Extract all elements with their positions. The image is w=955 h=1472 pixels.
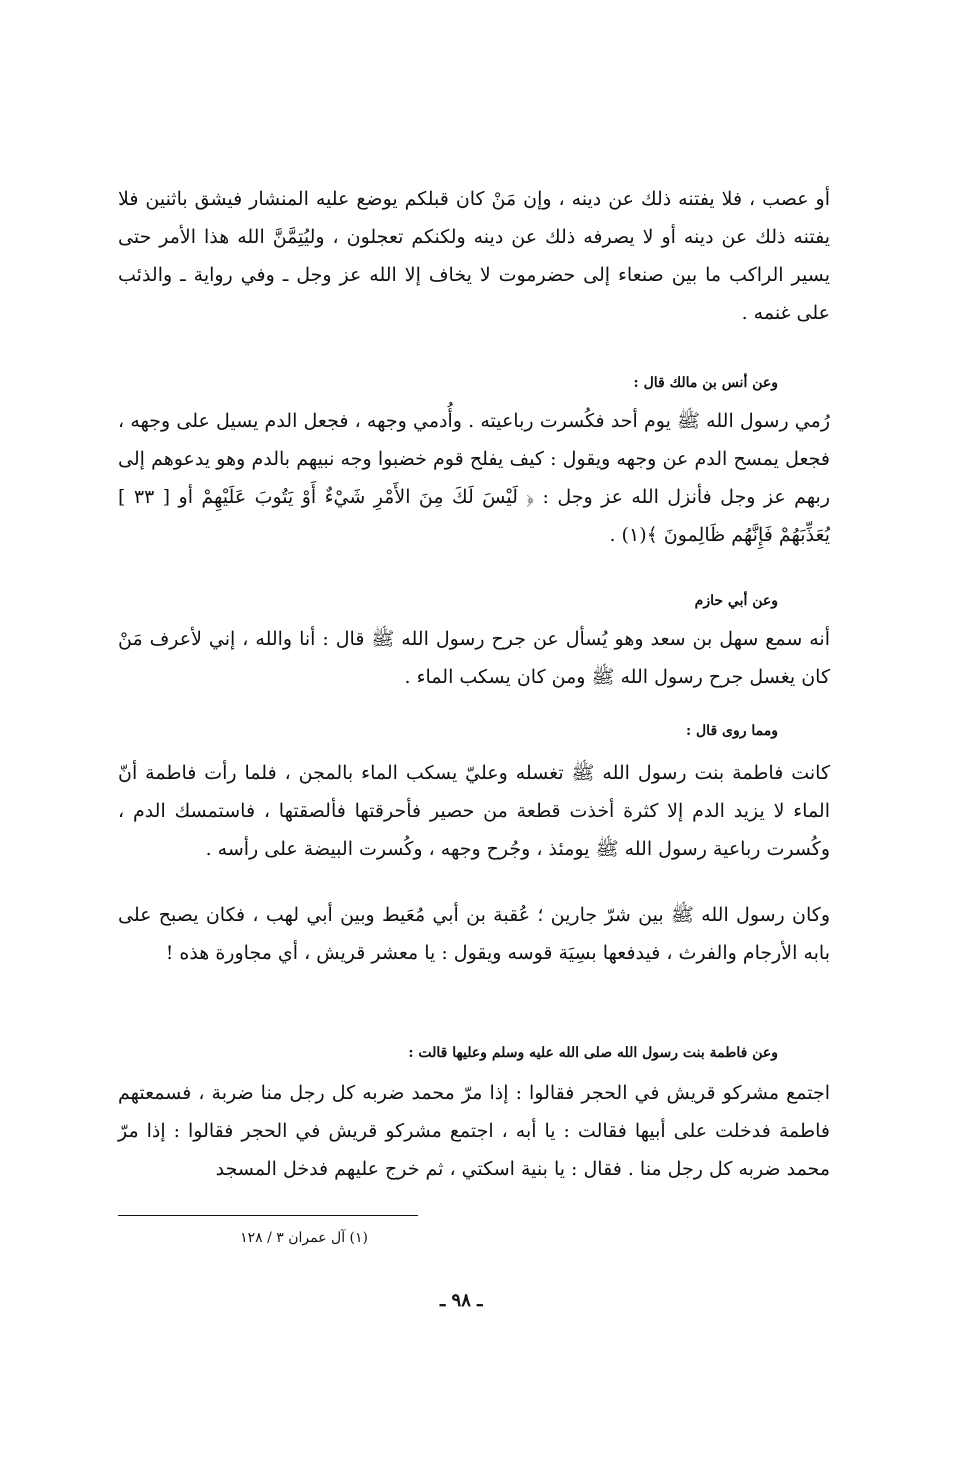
paragraph-1: أو عصب ، فلا يفتنه ذلك عن دينه ، وإن مَنْ كان قبلكم يوضع عليه المنشار فيشق باثنين فلا يفتنه ذلك عن دينه أو لا يصرفه ذلك عن دينه ولكنكم تعجلون ، وليُتِمَّنَّ الله هذا الأمر حتى يسير الراكب ما بين صنعاء إلى حضرموت لا يخاف إلا الله عز وجل ـ وفي رواية ـ والذئب على غنمه . (118, 188, 830, 324)
paragraph-2: رُمي رسول الله ﷺ يوم أحد فكُسرت رباعيته . وأُدمي وجهه ، فجعل الدم يسيل على وجهه ، فجعل يمسح الدم عن وجهه ويقول : كيف يفلح قوم خضبوا وجه نبيهم بالدم وهو يدعوهم إلى ربهم عز وجل فأنزل الله عز وجل : ﴿ لَيْسَ لَكَ مِنَ الأَمْرِ شَيْءٌ أَوْ يَتُوبَ عَلَيْهِمْ أو [ ٣٣ ] يُعَذِّبَهُمْ فَإِنَّهُم ظَالِمونَ ﴾(١) . (118, 410, 831, 546)
footnote-divider (118, 1215, 418, 1216)
footnote: (١) آل عمران ٣ / ١٢٨ (240, 1230, 368, 1246)
narrator-heading-anas: وعن أنس بن مالك قال : (633, 375, 778, 391)
paragraph-5: وكان رسول الله ﷺ بين شرّ جارين ؛ عُقبة بن أبي مُعَيط وبين أبي لهب ، فكان يصبح على بابه الأرجام والفرث ، فيدفعها بسِيَة قوسه ويقول : يا معشر قريش ، أي مجاورة هذه ! (118, 904, 830, 964)
narrator-heading-riwaya: ومما روى قال : (685, 723, 778, 739)
paragraph-6: اجتمع مشركو قريش في الحجر فقالوا : إذا مرّ محمد ضربه كل رجل منا ضربة ، فسمعتهم فاطمة فدخلت على أبيها فقالت : يا أبه ، اجتمع مشركو قريش في الحجر فقالوا : إذا مرّ محمد ضربه كل رجل منا . فقال : يا بنية اسكتي ، ثم خرج عليهم فدخل المسجد (118, 1082, 830, 1180)
narrator-heading-abu-hazim: وعن أبي حازم (694, 593, 778, 609)
paragraph-3: أنه سمع سهل بن سعد وهو يُسأل عن جرح رسول الله ﷺ قال : أنا والله ، إني لأعرف مَنْ كان يغسل جرح رسول الله ﷺ ومن كان يسكب الماء . (118, 628, 830, 688)
narrator-heading-fatima: وعن فاطمة بنت رسول الله صلى الله عليه وسلم وعليها قالت : (408, 1045, 778, 1061)
page-number: ـ ٩٨ ـ (440, 1290, 483, 1311)
paragraph-4: كانت فاطمة بنت رسول الله ﷺ تغسله وعليّ يسكب الماء بالمجن ، فلما رأت فاطمة أنّ الماء لا يزيد الدم إلا كثرة أخذت قطعة من حصير فأحرقتها فألصقتها ، فاستمسك الدم ، وكُسرت رباعية رسول الله ﷺ يومئذ ، وجُرح وجهه ، وكُسرت البيضة على رأسه . (118, 762, 831, 860)
